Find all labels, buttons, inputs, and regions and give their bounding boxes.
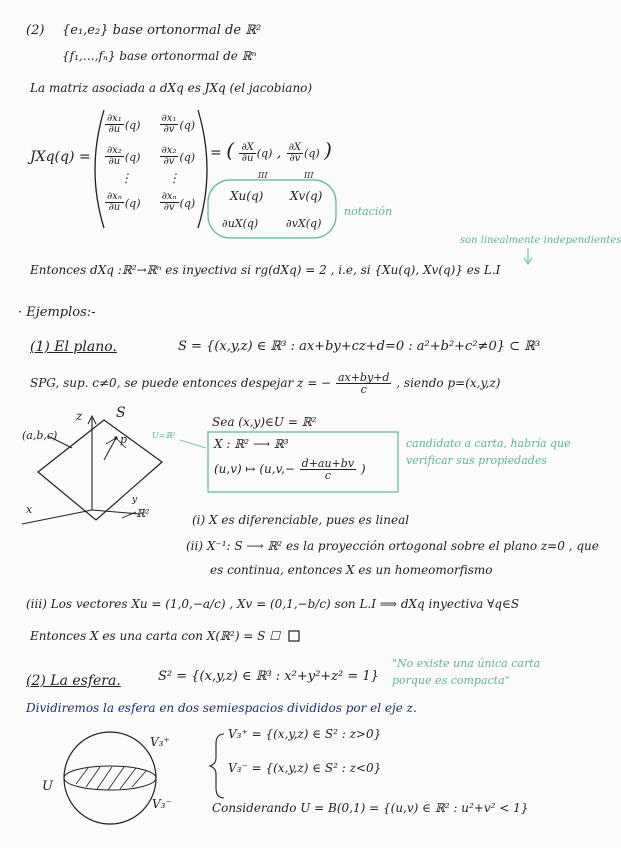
- rhs-close: ): [324, 138, 332, 162]
- m11-num: ∂x₁: [107, 113, 122, 124]
- chart-close: ): [360, 462, 366, 476]
- matrix-row-1: [104, 114, 195, 135]
- eq-mark-1: III: [258, 171, 268, 180]
- m11-q: (q): [124, 119, 141, 132]
- linind-note: son linealmente independientes: [460, 235, 621, 246]
- mn1-den: ∂u: [108, 202, 121, 213]
- rhs-eq: =: [210, 145, 222, 161]
- r2-label: ℝ²: [136, 507, 150, 520]
- axis-z-label: z: [76, 409, 83, 423]
- notation-xv: Χv(q): [290, 189, 323, 203]
- property-i: (i) Χ es diferenciable, pues es lineal: [192, 513, 410, 527]
- matrix-vdots-1: ⋮: [120, 171, 132, 185]
- rhs-den-1: ∂u: [241, 152, 254, 164]
- esfera-title: (2) La esfera.: [26, 673, 121, 689]
- basis-e-line: {e₁,e₂} base ortonormal de ℝ²: [62, 23, 262, 38]
- m11-den: ∂u: [108, 124, 121, 135]
- m12-den: ∂v: [163, 124, 175, 135]
- v3plus-label: V₃⁺: [150, 735, 170, 749]
- matrix-vdots-2: ⋮: [168, 171, 180, 185]
- considerando-line: Considerando U = B(0,1) = {(u,v) ∈ ℝ² : u²+v² < 1}: [212, 801, 529, 815]
- v3minus-def: V₃⁻ = {(x,y,z) ∈ S² : z<0}: [228, 761, 382, 775]
- entonces-line: Entonces dΧq :ℝ²→ℝⁿ es inyectiva si rg(dΧq) = 2 , i.e, si {Χu(q), Χv(q)} es L.I: [30, 263, 501, 277]
- plano-def: S = {(x,y,z) ∈ ℝ³ : ax+by+cz+d=0 : a²+b²+c²≠0} ⊂ ℝ³: [178, 339, 541, 354]
- rhs-num-2: ∂Χ: [288, 141, 302, 153]
- u-label: U: [42, 779, 53, 794]
- spg-text: SPG, sup. c≠0, se puede entonces despejar z = −: [30, 376, 332, 390]
- m22-den: ∂v: [163, 156, 175, 167]
- plano-title: (1) El plano.: [30, 339, 117, 355]
- m12-num: ∂x₁: [161, 113, 177, 124]
- notation-xu: Χu(q): [230, 189, 264, 203]
- mn2-den: ∂v: [163, 202, 175, 213]
- rhs-comma: ,: [276, 145, 282, 161]
- mn1-q: (q): [124, 197, 141, 210]
- jacobian-rhs: [210, 140, 332, 164]
- v3minus-label: V₃⁻: [152, 797, 172, 811]
- chart-rule-text: (u,v) ↦ (u,v,−: [214, 462, 295, 476]
- v3plus-def: V₃⁺ = {(x,y,z) ∈ S² : z>0}: [228, 727, 382, 741]
- rhs-q-1: (q): [256, 147, 273, 160]
- normal-abc-label: (a,b,c): [22, 429, 58, 442]
- rhs-den-2: ∂v: [289, 152, 301, 164]
- chart-map-line: Χ : ℝ² ⟶ ℝ³: [214, 437, 289, 451]
- spg-tail: , siendo p=(x,y,z): [396, 376, 501, 390]
- plane-s-label: S: [116, 405, 126, 421]
- notation-du: ∂uΧ(q): [222, 217, 259, 230]
- spg-line: [30, 372, 500, 395]
- jacobian-lhs: JΧq(q) =: [30, 149, 91, 165]
- section-number: (2): [26, 23, 45, 38]
- axis-y-label: y: [132, 495, 138, 505]
- chart-num: d+au+bv: [301, 457, 355, 470]
- m22-num: ∂x₂: [161, 145, 177, 156]
- candidate-note: candidato a carta, habría que verificar sus propiedades: [406, 437, 571, 467]
- chart-den: c: [324, 469, 331, 482]
- ejemplos-heading: · Ejemplos:-: [18, 305, 96, 320]
- m21-num: ∂x₂: [107, 145, 122, 156]
- mn2-q: (q): [179, 197, 196, 210]
- esfera-def: S² = {(x,y,z) ∈ ℝ³ : x²+y²+z² = 1}: [158, 669, 379, 684]
- property-ii-a: (ii) Χ⁻¹: S ⟶ ℝ² es la proyección ortogonal sobre el plano z=0 , que: [186, 539, 599, 553]
- m21-q: (q): [124, 151, 141, 164]
- mn1-num: ∂xₙ: [107, 191, 122, 202]
- axis-x-label: x: [26, 503, 33, 516]
- rhs-q-2: (q): [304, 147, 320, 160]
- property-iii: (iii) Los vectores Χu = (1,0,−a/c) , Χv = (0,1,−b/c) son L.I ⟹ dΧq inyectiva ∀q∈S: [26, 597, 520, 611]
- m21-den: ∂u: [108, 156, 121, 167]
- esfera-note: "No existe una única carta porque es compacta": [392, 657, 541, 687]
- notation-dv: ∂vΧ(q): [286, 217, 322, 230]
- matrix-intro: La matriz asociada a dΧq es JΧq (el jacobiano): [30, 81, 313, 95]
- property-ii-b: es continua, entonces Χ es un homeomorfismo: [210, 563, 493, 577]
- spg-num: ax+by+d: [337, 371, 390, 384]
- point-p-label: p: [120, 433, 128, 446]
- rhs-num-1: ∂Χ: [241, 141, 254, 153]
- rhs-open: (: [226, 138, 234, 162]
- matrix-row-2: [104, 146, 195, 167]
- sea-line: Sea (x,y)∈U = ℝ²: [212, 415, 317, 429]
- m12-q: (q): [179, 119, 196, 132]
- mn2-num: ∂xₙ: [161, 191, 177, 202]
- chart-rule-line: [214, 458, 366, 481]
- basis-f-line: {f₁,…,fₙ} base ortonormal de ℝⁿ: [62, 49, 257, 63]
- notation-label: notación: [344, 205, 393, 218]
- divide-line: Dividiremos la esfera en dos semiespacios divididos por el eje z.: [26, 701, 417, 715]
- plano-conclusion: Entonces Χ es una carta con Χ(ℝ²) = S ☐: [30, 629, 280, 643]
- eq-mark-2: III: [304, 171, 314, 180]
- u-eq-r2-note: U=ℝ²: [152, 431, 176, 440]
- m22-q: (q): [179, 151, 196, 164]
- matrix-row-n: [104, 192, 195, 213]
- spg-den: c: [360, 383, 367, 396]
